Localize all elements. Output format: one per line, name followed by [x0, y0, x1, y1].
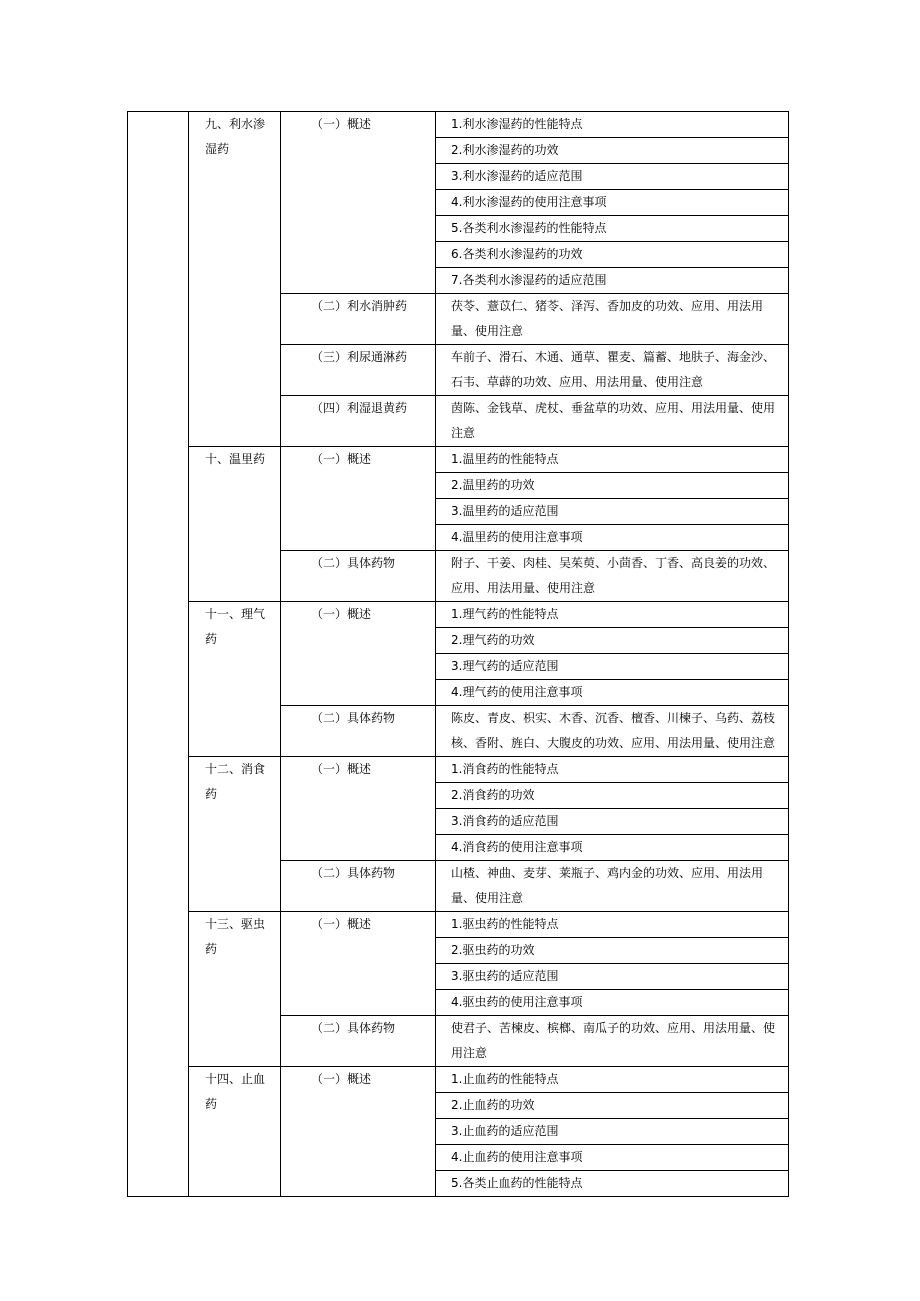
section-label: （二）具体药物 [281, 551, 436, 602]
content-item: 1.温里药的性能特点 [436, 447, 789, 473]
section-label: （一）概述 [281, 447, 436, 551]
content-item: 5.各类止血药的性能特点 [436, 1171, 789, 1197]
content-item: 3.驱虫药的适应范围 [436, 964, 789, 990]
unit-title: 十二、消食药 [189, 757, 281, 912]
content-item: 4.止血药的使用注意事项 [436, 1145, 789, 1171]
content-item: 车前子、滑石、木通、通草、瞿麦、篇蓄、地肤子、海金沙、石韦、草薜的功效、应用、用法用量、使用注意 [436, 345, 789, 396]
content-item: 1.消食药的性能特点 [436, 757, 789, 783]
table-row [128, 447, 789, 473]
content-item: 3.止血药的适应范围 [436, 1119, 789, 1145]
section-label: （一）概述 [281, 112, 436, 294]
content-item: 使君子、苦楝皮、槟榔、南瓜子的功效、应用、用法用量、使用注意 [436, 1016, 789, 1067]
content-item: 3.消食药的适应范围 [436, 809, 789, 835]
content-item: 2.消食药的功效 [436, 783, 789, 809]
content-item: 4.温里药的使用注意事项 [436, 525, 789, 551]
section-label: （一）概述 [281, 602, 436, 706]
content-item: 2.理气药的功效 [436, 628, 789, 654]
table-row [128, 602, 789, 628]
content-item: 1.驱虫药的性能特点 [436, 912, 789, 938]
content-item: 3.利水渗湿药的适应范围 [436, 164, 789, 190]
syllabus-table [127, 111, 789, 1197]
section-label: （三）利尿通淋药 [281, 345, 436, 396]
content-item: 2.温里药的功效 [436, 473, 789, 499]
table-row [128, 1067, 789, 1093]
unit-title: 九、利水渗湿药 [189, 112, 281, 447]
content-item: 1.止血药的性能特点 [436, 1067, 789, 1093]
content-item: 茵陈、金钱草、虎杖、垂盆草的功效、应用、用法用量、使用注意 [436, 396, 789, 447]
content-item: 茯苓、薏苡仁、猪苓、泽泻、香加皮的功效、应用、用法用量、使用注意 [436, 294, 789, 345]
content-item: 2.止血药的功效 [436, 1093, 789, 1119]
section-label: （一）概述 [281, 1067, 436, 1197]
content-item: 2.驱虫药的功效 [436, 938, 789, 964]
blank-column-cell [128, 112, 189, 1197]
table-row [128, 757, 789, 783]
unit-title: 十三、驱虫药 [189, 912, 281, 1067]
unit-title: 十、温里药 [189, 447, 281, 602]
content-item: 4.驱虫药的使用注意事项 [436, 990, 789, 1016]
content-item: 5.各类利水渗湿药的性能特点 [436, 216, 789, 242]
content-item: 7.各类利水渗湿药的适应范围 [436, 268, 789, 294]
content-item: 4.消食药的使用注意事项 [436, 835, 789, 861]
content-item: 3.理气药的适应范围 [436, 654, 789, 680]
content-item: 4.理气药的使用注意事项 [436, 680, 789, 706]
content-item: 4.利水渗湿药的使用注意事项 [436, 190, 789, 216]
section-label: （二）具体药物 [281, 706, 436, 757]
unit-title: 十一、理气药 [189, 602, 281, 757]
content-item: 1.理气药的性能特点 [436, 602, 789, 628]
section-label: （二）具体药物 [281, 861, 436, 912]
unit-title: 十四、止血药 [189, 1067, 281, 1197]
content-item: 山楂、神曲、麦芽、莱瓶子、鸡内金的功效、应用、用法用量、使用注意 [436, 861, 789, 912]
table-body [128, 112, 789, 1197]
content-item: 6.各类利水渗湿药的功效 [436, 242, 789, 268]
content-item: 陈皮、青皮、枳实、木香、沉香、檀香、川楝子、乌药、荔枝核、香附、旌白、大腹皮的功效、应用、用法用量、使用注意 [436, 706, 789, 757]
section-label: （二）具体药物 [281, 1016, 436, 1067]
section-label: （一）概述 [281, 757, 436, 861]
section-label: （一）概述 [281, 912, 436, 1016]
content-item: 3.温里药的适应范围 [436, 499, 789, 525]
table-row [128, 112, 789, 138]
section-label: （二）利水消肿药 [281, 294, 436, 345]
content-item: 附子、干姜、肉桂、吴茱萸、小茴香、丁香、高良姜的功效、应用、用法用量、使用注意 [436, 551, 789, 602]
content-item: 2.利水渗湿药的功效 [436, 138, 789, 164]
section-label: （四）利湿退黄药 [281, 396, 436, 447]
content-item: 1.利水渗湿药的性能特点 [436, 112, 789, 138]
table-row [128, 912, 789, 938]
